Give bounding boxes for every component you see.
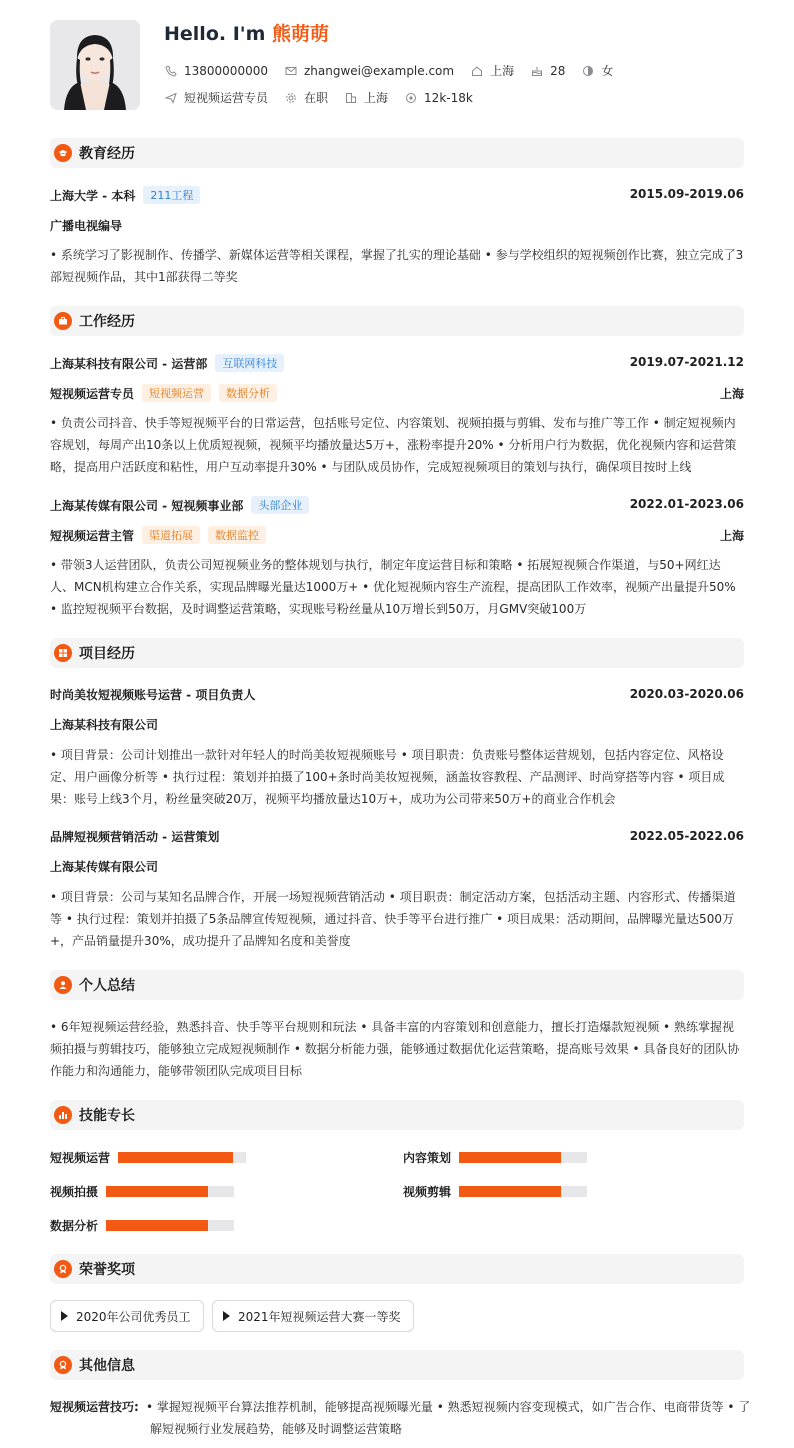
play-icon — [223, 1311, 230, 1321]
project-company: 上海某传媒有限公司 — [50, 860, 159, 874]
project-date: 2020.03-2020.06 — [629, 687, 744, 701]
company-tag: 互联网科技 — [215, 354, 284, 372]
section-title: 个人总结 — [79, 978, 135, 994]
honor-item[interactable] — [50, 1300, 204, 1332]
play-icon — [61, 1311, 68, 1321]
status-text: 在职 — [304, 91, 329, 105]
candidate-name: 熊萌萌 — [272, 23, 330, 45]
home-icon — [470, 64, 484, 78]
school-row — [50, 186, 200, 204]
major: 广播电视编导 — [50, 219, 123, 233]
greeting-text: Hello. I'm — [164, 23, 272, 45]
skill-bar — [106, 1220, 234, 1231]
other-label: 短视频运营技巧: — [50, 1400, 139, 1414]
section-other — [50, 1350, 744, 1380]
section-education — [50, 138, 744, 168]
section-work — [50, 306, 744, 336]
phone-icon — [164, 64, 178, 78]
skill-item — [403, 1183, 587, 1200]
honor-text: 2020年公司优秀员工 — [76, 1309, 191, 1324]
send-icon — [164, 91, 178, 105]
work-city-text: 上海 — [364, 91, 389, 105]
award-icon — [54, 1260, 72, 1278]
section-summary — [50, 970, 744, 1000]
skill-bar-fill — [118, 1152, 233, 1163]
position-item — [164, 89, 268, 106]
award-icon — [54, 1356, 72, 1374]
job-row — [164, 89, 489, 106]
cake-icon — [530, 64, 544, 78]
work-description: • 负责公司抖音、快手等短视频平台的日常运营，包括账号定位、内容策划、视频拍摄与剪辑、发布与推广等工作 • 制定短视频内容规划，每周产出10条以上优质短视频，视频平均播放量达5万+，涨粉率提升20% • 分析用户行为数据，优化视频内容和运营策略，提高用户活跃度和粘性，用户互动率提升30% • 与团队成员协作，完成短视频项目的策划与执行，确保项目按时上线 — [50, 416, 737, 474]
skill-name: 短视频运营 — [50, 1151, 111, 1165]
skill-bar-fill — [106, 1220, 208, 1231]
project-description: • 项目背景：公司计划推出一款针对年轻人的时尚美妆短视频账号 • 项目职责：负责账号整体运营规划，包括内容定位、风格设定、用户画像分析等 • 执行过程：策划并拍摄了100+条时尚美妆短视频，涵盖妆容教程、产品测评、时尚穿搭等内容 • 项目成果：账号上线3个月，粉丝量突破20万，视频平均播放量达10万+，成功为公司带来50万+的商业合作机会 — [50, 748, 725, 806]
email-item — [284, 64, 454, 78]
status-item — [284, 89, 328, 106]
project-date: 2022.05-2022.06 — [629, 829, 744, 843]
skill-bar — [118, 1152, 246, 1163]
section-projects — [50, 638, 744, 668]
work-city: 上海 — [719, 387, 744, 401]
skill-bar-fill — [106, 1186, 208, 1197]
gear-icon — [284, 91, 298, 105]
age-text: 28 — [550, 63, 566, 78]
work-city-item — [344, 89, 388, 106]
project-title: 品牌短视频营销活动 - 运营策划 — [50, 830, 220, 844]
section-title: 教育经历 — [79, 146, 135, 162]
skill-name: 视频剪辑 — [403, 1185, 452, 1199]
skill-bar-fill — [459, 1186, 561, 1197]
work-date: 2022.01-2023.06 — [629, 497, 744, 511]
work-description: • 带领3人运营团队，负责公司短视频业务的整体规划与执行，制定年度运营目标和策略 • 拓展短视频合作渠道，与50+网红达人、MCN机构建立合作关系，实现品牌曝光量达1000万+ • 优化短视频内容生产流程，提高团队工作效率，视频产出量提升50% • 监控短视频平台数据，及时调整运营策略，实现账号粉丝量从10万增长到50万，月GMV突破100万 — [50, 558, 736, 616]
section-honors — [50, 1254, 744, 1284]
avatar — [50, 20, 140, 110]
role-tag: 短视频运营 — [142, 384, 211, 402]
email-text: zhangwei@example.com — [303, 63, 455, 78]
work-city: 上海 — [719, 529, 744, 543]
work-company-row — [50, 354, 284, 372]
section-title: 技能专长 — [79, 1108, 135, 1124]
school-name: 上海大学 - 本科 — [50, 188, 136, 203]
company-name: 上海某科技有限公司 - 运营部 — [50, 356, 208, 371]
section-title: 其他信息 — [79, 1358, 135, 1374]
skill-item — [50, 1183, 234, 1200]
skill-bar-fill — [459, 1152, 561, 1163]
work-date: 2019.07-2021.12 — [629, 355, 744, 369]
skill-name: 数据分析 — [50, 1219, 99, 1233]
project-company: 上海某科技有限公司 — [50, 718, 159, 732]
briefcase-icon — [54, 312, 72, 330]
resume-header — [50, 0, 744, 130]
company-name: 上海某传媒有限公司 - 短视频事业部 — [50, 498, 244, 513]
city-text: 上海 — [490, 64, 515, 78]
company-tag: 头部企业 — [251, 496, 309, 514]
skill-bar — [106, 1186, 234, 1197]
skill-bar — [459, 1186, 587, 1197]
honor-text: 2021年短视频运营大赛一等奖 — [238, 1309, 401, 1324]
education-date: 2015.09-2019.06 — [629, 187, 744, 201]
section-title: 工作经历 — [79, 314, 135, 330]
skill-item — [50, 1217, 234, 1234]
contact-row — [164, 62, 629, 79]
gender-item — [581, 62, 613, 79]
phone-text: 13800000000 — [184, 63, 268, 78]
gender-text: 女 — [601, 64, 614, 78]
education-description: • 系统学习了影视制作、传播学、新媒体运营等相关课程，掌握了扎实的理论基础 • 参与学校组织的短视频创作比赛，独立完成了3部短视频作品，其中1部获得二等奖 — [50, 248, 744, 284]
role-name: 短视频运营主管 — [50, 528, 135, 543]
skill-bar — [459, 1152, 587, 1163]
section-title: 荣誉奖项 — [79, 1262, 135, 1278]
work-company-row — [50, 496, 309, 514]
phone-item — [164, 64, 268, 78]
role-tag: 渠道拓展 — [142, 526, 200, 544]
graduation-cap-icon — [54, 144, 72, 162]
other-line-2: 解短视频行业发展趋势，能够及时调整运营策略 — [150, 1422, 403, 1436]
honor-item[interactable] — [212, 1300, 414, 1332]
skill-name: 视频拍摄 — [50, 1185, 99, 1199]
skill-item — [403, 1149, 587, 1166]
section-title: 项目经历 — [79, 646, 135, 662]
other-line-1: • 掌握短视频平台算法推荐机制，能够提高视频曝光量 • 熟悉短视频内容变现模式，如广告合作、电商带货等 • 了 — [146, 1400, 751, 1414]
skill-item — [50, 1149, 246, 1166]
school-tag: 211工程 — [143, 186, 200, 204]
work-role-row — [50, 384, 277, 402]
coin-icon — [404, 91, 418, 105]
summary-text: • 6年短视频运营经验，熟悉抖音、快手等平台规则和玩法 • 具备丰富的内容策划和创意能力，擅长打造爆款短视频 • 熟练掌握视频拍摄与剪辑技巧，能够独立完成短视频制作 • 数据分析能力强，能够通过数据优化运营策略，提高账号效果 • 具备良好的团队协作能力和沟通能力，能够带领团队完成项目目标 — [50, 1020, 740, 1078]
greeting — [164, 19, 329, 46]
grid-icon — [54, 644, 72, 662]
role-tag: 数据监控 — [208, 526, 266, 544]
mail-icon — [284, 64, 298, 78]
building-icon — [344, 91, 358, 105]
user-icon — [54, 976, 72, 994]
section-skills — [50, 1100, 744, 1130]
role-tag: 数据分析 — [219, 384, 277, 402]
bar-chart-icon — [54, 1106, 72, 1124]
work-role-row — [50, 526, 266, 544]
city-item — [470, 62, 514, 79]
age-item — [530, 64, 565, 78]
skill-name: 内容策划 — [403, 1151, 452, 1165]
salary-text: 12k-18k — [424, 90, 473, 105]
position-text: 短视频运营专员 — [184, 91, 269, 105]
gender-icon — [581, 64, 595, 78]
project-title: 时尚美妆短视频账号运营 - 项目负责人 — [50, 688, 256, 702]
role-name: 短视频运营专员 — [50, 386, 135, 401]
project-description: • 项目背景：公司与某知名品牌合作，开展一场短视频营销活动 • 项目职责：制定活动方案，包括活动主题、内容形式、传播渠道等 • 执行过程：策划并拍摄了5条品牌宣传短视频，通过抖音、快手等平台进行推广 • 项目成果：活动期间，品牌曝光量达500万+，产品销量提升30%，成功提升了品牌知名度和美誉度 — [50, 890, 736, 948]
salary-item — [404, 91, 473, 105]
